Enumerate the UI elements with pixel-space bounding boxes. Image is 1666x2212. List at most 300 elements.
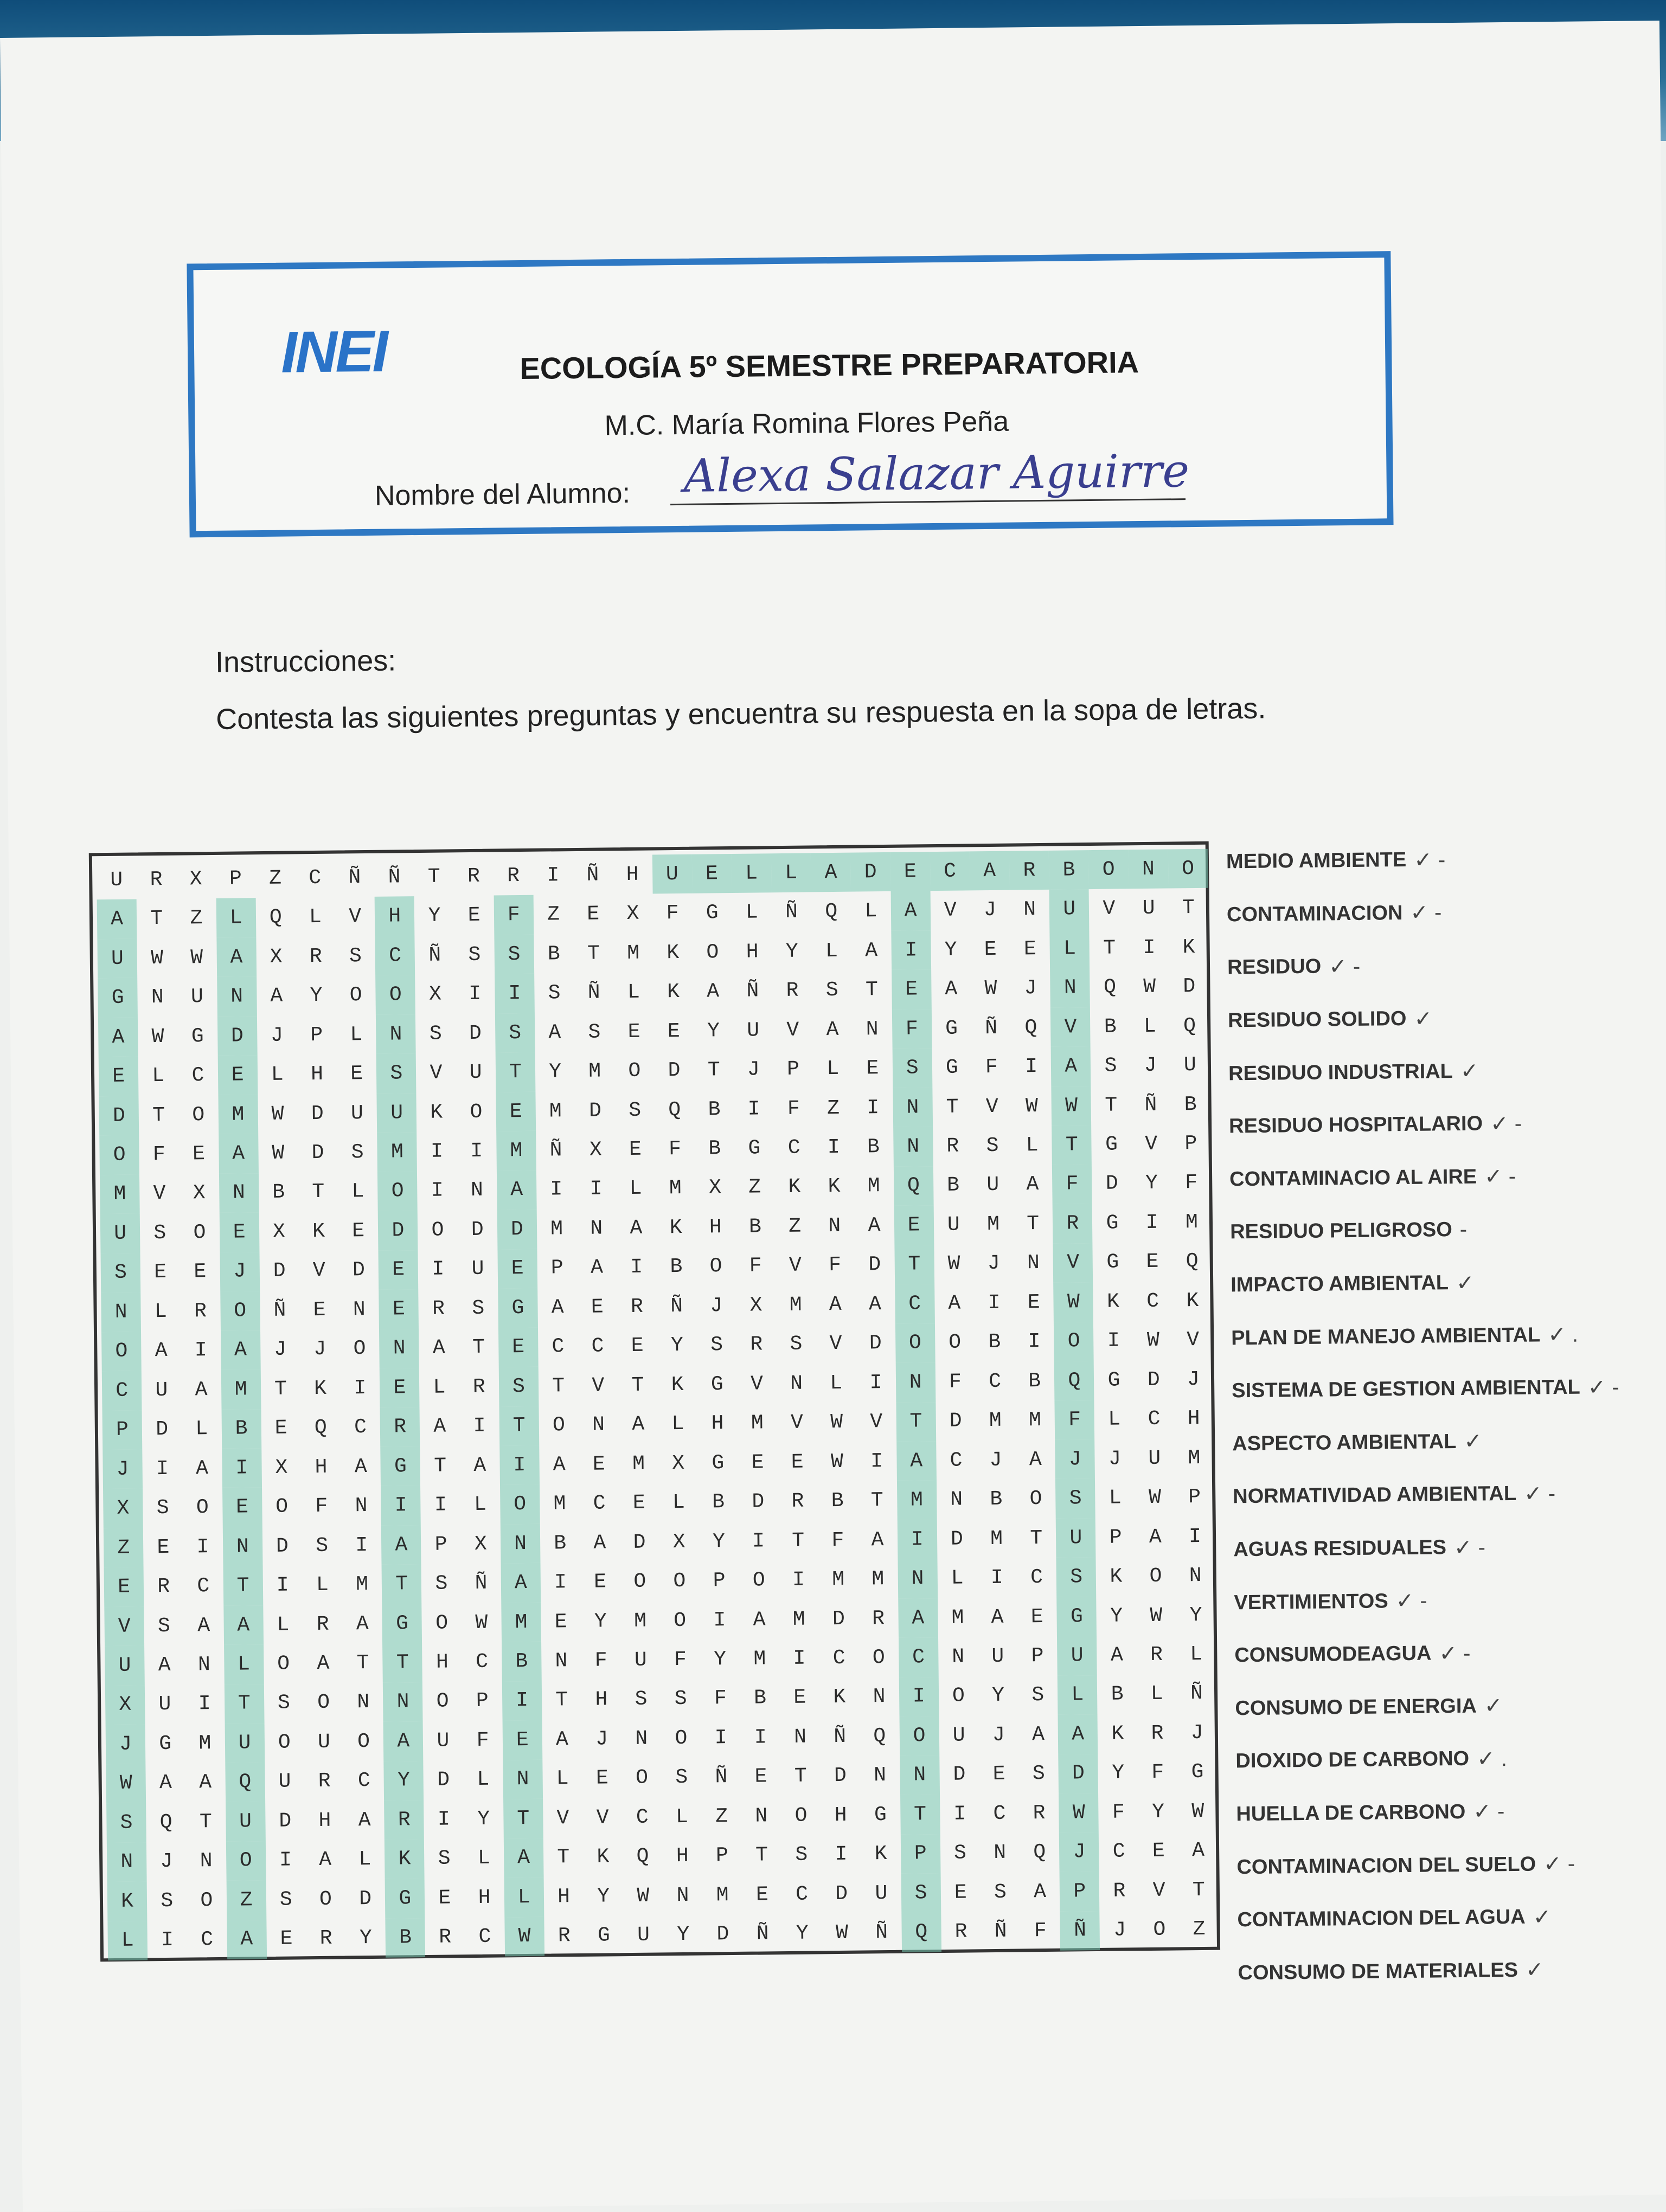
grid-letter[interactable]: C	[475, 1650, 489, 1674]
grid-letter[interactable]: V	[349, 905, 362, 929]
grid-letter[interactable]: Ñ	[475, 1571, 488, 1596]
grid-letter[interactable]: E	[591, 1295, 604, 1319]
grid-letter[interactable]: O	[500, 1484, 540, 1524]
grid-letter[interactable]: X	[275, 1456, 288, 1480]
grid-letter[interactable]: E	[1146, 1250, 1159, 1274]
grid-letter[interactable]: R	[558, 1924, 571, 1948]
grid-letter[interactable]: E	[793, 1686, 806, 1710]
grid-letter[interactable]: Ñ	[348, 865, 361, 890]
grid-letter[interactable]: R	[1113, 1879, 1126, 1903]
grid-letter[interactable]: K	[430, 1101, 443, 1124]
grid-letter[interactable]: C	[1146, 1289, 1159, 1313]
grid-letter[interactable]: D	[437, 1768, 450, 1792]
grid-letter[interactable]: M	[627, 941, 640, 965]
grid-letter[interactable]: R	[318, 1770, 331, 1793]
grid-letter[interactable]: F	[1055, 1400, 1095, 1440]
grid-letter[interactable]: A	[270, 984, 283, 1008]
grid-letter[interactable]: L	[350, 1023, 363, 1046]
grid-letter[interactable]: T	[792, 1529, 805, 1553]
grid-letter[interactable]: S	[153, 1221, 166, 1245]
grid-letter[interactable]: O	[196, 1496, 209, 1520]
grid-letter[interactable]: M	[716, 1883, 729, 1907]
grid-letter[interactable]: A	[1051, 1046, 1091, 1086]
grid-letter[interactable]: F	[668, 1137, 682, 1161]
grid-letter[interactable]: A	[590, 1256, 604, 1280]
grid-letter[interactable]: U	[110, 868, 123, 892]
grid-letter[interactable]: I	[196, 1535, 209, 1559]
grid-letter[interactable]: L	[473, 1493, 487, 1517]
grid-letter[interactable]: F	[315, 1494, 328, 1519]
grid-letter[interactable]: L	[1190, 1642, 1203, 1667]
grid-letter[interactable]: C	[375, 936, 415, 975]
grid-letter[interactable]: N	[1050, 968, 1090, 1007]
grid-letter[interactable]: N	[376, 1014, 416, 1054]
grid-letter[interactable]: B	[1028, 1369, 1041, 1393]
grid-letter[interactable]: F	[476, 1728, 489, 1752]
grid-letter[interactable]: L	[309, 905, 322, 929]
grid-letter[interactable]: A	[890, 891, 931, 931]
grid-letter[interactable]: Z	[826, 1096, 840, 1120]
grid-letter[interactable]: Ñ	[1060, 1911, 1100, 1950]
grid-letter[interactable]: M	[553, 1492, 566, 1516]
grid-letter[interactable]: I	[434, 1493, 447, 1517]
grid-letter[interactable]: D	[832, 1607, 845, 1631]
grid-letter[interactable]: B	[554, 1531, 567, 1555]
grid-letter[interactable]: Ñ	[549, 1139, 562, 1162]
grid-letter[interactable]: V	[1145, 1132, 1158, 1156]
grid-letter[interactable]: S	[157, 1614, 171, 1638]
grid-letter[interactable]: B	[831, 1489, 844, 1513]
grid-letter[interactable]: U	[1057, 1636, 1097, 1675]
grid-letter[interactable]: U	[1183, 1053, 1196, 1077]
grid-letter[interactable]: L	[477, 1847, 491, 1870]
grid-letter[interactable]: Ñ	[785, 900, 798, 924]
grid-letter[interactable]: U	[947, 1213, 960, 1237]
grid-letter[interactable]: J	[102, 1449, 143, 1489]
grid-letter[interactable]: S	[106, 1803, 146, 1842]
grid-letter[interactable]: L	[1143, 1014, 1157, 1038]
grid-letter[interactable]: V	[312, 1259, 325, 1283]
grid-letter[interactable]: K	[874, 1842, 887, 1866]
grid-letter[interactable]: R	[467, 864, 480, 888]
grid-letter[interactable]: K	[312, 1219, 325, 1243]
grid-letter[interactable]: S	[674, 1687, 687, 1711]
grid-letter[interactable]: N	[828, 1214, 841, 1238]
grid-letter[interactable]: F	[714, 1687, 727, 1711]
grid-letter[interactable]: G	[874, 1803, 887, 1827]
grid-letter[interactable]: E	[352, 1219, 365, 1243]
grid-letter[interactable]: S	[1032, 1762, 1045, 1786]
grid-letter[interactable]: E	[1152, 1840, 1165, 1863]
grid-letter[interactable]: D	[850, 852, 890, 892]
grid-letter[interactable]: N	[950, 1488, 963, 1512]
grid-letter[interactable]: G	[1107, 1368, 1120, 1392]
grid-letter[interactable]: N	[353, 1297, 366, 1322]
grid-letter[interactable]: L	[1058, 1675, 1098, 1715]
grid-letter[interactable]: O	[277, 1652, 290, 1676]
grid-letter[interactable]: Y	[714, 1648, 727, 1671]
grid-letter[interactable]: C	[197, 1574, 210, 1598]
grid-letter[interactable]: U	[1049, 890, 1090, 929]
grid-letter[interactable]: M	[753, 1647, 766, 1671]
grid-letter[interactable]: J	[106, 1725, 146, 1764]
grid-letter[interactable]: I	[495, 974, 535, 1013]
grid-letter[interactable]: K	[669, 1216, 682, 1240]
grid-letter[interactable]: V	[430, 1061, 443, 1085]
grid-letter[interactable]: X	[474, 1532, 487, 1556]
grid-letter[interactable]: R	[954, 1920, 967, 1944]
grid-letter[interactable]: E	[380, 1368, 420, 1407]
grid-letter[interactable]: L	[154, 1300, 167, 1323]
grid-letter[interactable]: S	[435, 1572, 448, 1596]
grid-letter[interactable]: G	[945, 1017, 958, 1040]
grid-letter[interactable]: I	[222, 1448, 262, 1488]
grid-letter[interactable]: U	[97, 938, 137, 978]
grid-letter[interactable]: Q	[1186, 1250, 1199, 1274]
grid-letter[interactable]: D	[99, 1096, 139, 1135]
grid-letter[interactable]: Q	[1103, 975, 1117, 999]
grid-letter[interactable]: K	[667, 980, 680, 1004]
grid-letter[interactable]: H	[310, 1062, 324, 1086]
grid-letter[interactable]: W	[1150, 1604, 1163, 1628]
grid-letter[interactable]: M	[867, 1174, 880, 1198]
grid-letter[interactable]: I	[430, 1140, 444, 1163]
grid-letter[interactable]: T	[707, 1058, 720, 1082]
grid-letter[interactable]: R	[472, 1375, 485, 1399]
grid-letter[interactable]: L	[675, 1805, 689, 1829]
grid-letter[interactable]: I	[899, 1677, 939, 1716]
grid-letter[interactable]: O	[674, 1609, 687, 1632]
grid-letter[interactable]: B	[1111, 1682, 1124, 1707]
grid-letter[interactable]: T	[894, 1245, 934, 1284]
grid-letter[interactable]: C	[591, 1334, 604, 1359]
grid-letter[interactable]: H	[711, 1412, 724, 1436]
grid-letter[interactable]: D	[633, 1531, 646, 1554]
grid-letter[interactable]: A	[1191, 1839, 1205, 1863]
grid-letter[interactable]: Z	[226, 1880, 266, 1920]
grid-letter[interactable]: M	[989, 1409, 1002, 1433]
grid-letter[interactable]: I	[355, 1533, 368, 1557]
grid-letter[interactable]: I	[754, 1726, 767, 1750]
grid-letter[interactable]: C	[795, 1882, 809, 1906]
grid-letter[interactable]: B	[708, 1137, 721, 1161]
grid-letter[interactable]: A	[98, 1017, 138, 1057]
grid-letter[interactable]: G	[385, 1879, 425, 1918]
grid-letter[interactable]: H	[746, 940, 759, 964]
grid-letter[interactable]: V	[556, 1806, 569, 1830]
grid-letter[interactable]: T	[199, 1810, 213, 1834]
grid-letter[interactable]: I	[554, 1571, 567, 1594]
grid-letter[interactable]: L	[277, 1613, 290, 1637]
grid-letter[interactable]: E	[222, 1488, 262, 1527]
grid-letter[interactable]: N	[1023, 898, 1036, 922]
grid-letter[interactable]: H	[1187, 1407, 1200, 1431]
grid-letter[interactable]: E	[350, 1062, 363, 1086]
grid-letter[interactable]: D	[378, 1211, 418, 1250]
grid-letter[interactable]: V	[789, 1254, 802, 1278]
grid-letter[interactable]: O	[317, 1691, 330, 1715]
grid-letter[interactable]: E	[754, 1765, 767, 1789]
grid-letter[interactable]: J	[1187, 1367, 1200, 1391]
grid-letter[interactable]: P	[1060, 1872, 1100, 1911]
grid-letter[interactable]: A	[707, 980, 720, 1004]
grid-letter[interactable]: L	[672, 1491, 685, 1515]
grid-letter[interactable]: Y	[796, 1921, 809, 1946]
grid-letter[interactable]: A	[553, 1452, 566, 1477]
grid-letter[interactable]: I	[381, 1486, 421, 1525]
grid-letter[interactable]: A	[1026, 1173, 1039, 1197]
grid-letter[interactable]: R	[150, 867, 163, 891]
grid-letter[interactable]: I	[1143, 936, 1156, 960]
grid-letter[interactable]: X	[708, 1176, 722, 1200]
grid-letter[interactable]: Ñ	[715, 1765, 728, 1789]
grid-letter[interactable]: U	[471, 1257, 484, 1281]
grid-letter[interactable]: R	[1009, 851, 1049, 890]
grid-letter[interactable]: O	[952, 1684, 965, 1708]
grid-letter[interactable]: M	[501, 1603, 541, 1642]
grid-letter[interactable]: N	[895, 1362, 935, 1402]
grid-letter[interactable]: W	[947, 1252, 960, 1276]
grid-letter[interactable]: K	[828, 1175, 841, 1199]
grid-letter[interactable]: Q	[159, 1810, 172, 1834]
grid-letter[interactable]: R	[1150, 1643, 1163, 1667]
grid-letter[interactable]: A	[896, 1441, 937, 1481]
grid-letter[interactable]: I	[550, 1178, 563, 1201]
grid-letter[interactable]: K	[597, 1845, 610, 1869]
grid-letter[interactable]: M	[100, 1174, 140, 1214]
grid-letter[interactable]: T	[433, 1454, 447, 1478]
grid-letter[interactable]: I	[835, 1843, 848, 1867]
grid-letter[interactable]: Y	[1189, 1603, 1202, 1627]
grid-letter[interactable]: K	[667, 941, 680, 964]
grid-letter[interactable]: Ñ	[273, 1298, 286, 1322]
grid-letter[interactable]: Y	[597, 1885, 610, 1908]
grid-letter[interactable]: T	[755, 1843, 768, 1867]
grid-letter[interactable]: N	[1128, 850, 1168, 889]
grid-letter[interactable]: P	[713, 1569, 726, 1593]
grid-letter[interactable]: M	[218, 1095, 258, 1134]
grid-letter[interactable]: H	[676, 1844, 689, 1868]
grid-letter[interactable]: O	[633, 1570, 646, 1593]
grid-letter[interactable]: J	[1024, 976, 1037, 1000]
grid-letter[interactable]: W	[1052, 1086, 1092, 1126]
grid-letter[interactable]: N	[755, 1804, 768, 1828]
grid-letter[interactable]: T	[555, 1688, 568, 1712]
grid-letter[interactable]: N	[1027, 1251, 1040, 1275]
grid-letter[interactable]: J	[987, 1252, 1000, 1276]
grid-letter[interactable]: Y	[1151, 1800, 1165, 1824]
grid-letter[interactable]: Ñ	[428, 943, 441, 967]
grid-letter[interactable]: H	[375, 897, 415, 936]
grid-letter[interactable]: W	[150, 946, 164, 970]
grid-letter[interactable]: C	[309, 866, 322, 890]
grid-letter[interactable]: F	[1052, 1165, 1092, 1204]
grid-letter[interactable]: O	[709, 1255, 722, 1278]
grid-letter[interactable]: I	[502, 1681, 542, 1720]
grid-letter[interactable]: I	[470, 1139, 483, 1163]
grid-letter[interactable]: Ñ	[756, 1922, 769, 1946]
grid-letter[interactable]: D	[950, 1527, 964, 1551]
grid-letter[interactable]: Y	[785, 940, 798, 963]
grid-letter[interactable]: B	[946, 1174, 960, 1198]
grid-letter[interactable]: H	[709, 1216, 722, 1239]
grid-letter[interactable]: U	[986, 1173, 999, 1197]
grid-letter[interactable]: P	[102, 1410, 143, 1450]
grid-letter[interactable]: C	[988, 1369, 1002, 1393]
grid-letter[interactable]: E	[379, 1250, 419, 1290]
grid-letter[interactable]: R	[791, 1489, 804, 1514]
grid-letter[interactable]: X	[749, 1294, 762, 1317]
grid-letter[interactable]: F	[985, 1055, 998, 1079]
grid-letter[interactable]: T	[1105, 1094, 1118, 1117]
grid-letter[interactable]: X	[105, 1685, 145, 1725]
grid-letter[interactable]: I	[276, 1573, 289, 1597]
grid-letter[interactable]: D	[1059, 1754, 1099, 1793]
grid-letter[interactable]: E	[751, 1451, 764, 1475]
grid-letter[interactable]: S	[438, 1847, 451, 1871]
grid-letter[interactable]: E	[496, 1092, 536, 1131]
grid-letter[interactable]: F	[666, 902, 679, 925]
grid-letter[interactable]: D	[469, 1021, 482, 1045]
grid-letter[interactable]: U	[991, 1644, 1004, 1669]
grid-letter[interactable]: A	[945, 977, 958, 1001]
grid-letter[interactable]: Y	[670, 1334, 684, 1358]
grid-letter[interactable]: D	[1147, 1368, 1160, 1392]
grid-letter[interactable]: S	[100, 1253, 140, 1293]
grid-letter[interactable]: I	[589, 1177, 603, 1201]
grid-letter[interactable]: A	[829, 1293, 842, 1316]
grid-letter[interactable]: L	[504, 1877, 544, 1917]
grid-letter[interactable]: D	[752, 1490, 765, 1514]
grid-letter[interactable]: Y	[677, 1923, 690, 1947]
grid-letter[interactable]: B	[1104, 1015, 1117, 1039]
grid-letter[interactable]: S	[710, 1333, 723, 1357]
grid-letter[interactable]: M	[1028, 1409, 1042, 1432]
grid-letter[interactable]: D	[716, 1922, 729, 1946]
grid-letter[interactable]: I	[867, 1096, 880, 1120]
grid-letter[interactable]: A	[630, 1216, 643, 1240]
grid-letter[interactable]: V	[1103, 897, 1116, 921]
grid-letter[interactable]: T	[382, 1643, 422, 1682]
grid-letter[interactable]: S	[351, 1141, 364, 1165]
grid-letter[interactable]: B	[221, 1409, 261, 1449]
grid-letter[interactable]: E	[892, 970, 932, 1009]
grid-letter[interactable]: G	[381, 1446, 421, 1486]
grid-letter[interactable]: S	[825, 979, 838, 1002]
grid-letter[interactable]: J	[1113, 1918, 1126, 1942]
grid-letter[interactable]: T	[150, 907, 163, 931]
grid-letter[interactable]: F	[949, 1370, 962, 1394]
grid-letter[interactable]: U	[278, 1770, 291, 1794]
grid-letter[interactable]: A	[195, 1456, 209, 1481]
grid-letter[interactable]: V	[592, 1374, 605, 1398]
grid-letter[interactable]: R	[872, 1606, 885, 1630]
grid-letter[interactable]: C	[832, 1646, 845, 1670]
grid-letter[interactable]: N	[200, 1849, 213, 1873]
grid-letter[interactable]: X	[189, 867, 202, 891]
grid-letter[interactable]: T	[1027, 1212, 1040, 1236]
grid-letter[interactable]: T	[946, 1095, 959, 1119]
grid-letter[interactable]: A	[433, 1414, 446, 1438]
grid-letter[interactable]: O	[377, 1172, 418, 1211]
grid-letter[interactable]: S	[429, 1022, 442, 1046]
grid-letter[interactable]: M	[897, 1480, 937, 1520]
grid-letter[interactable]: Q	[825, 900, 838, 924]
grid-letter[interactable]: J	[989, 1448, 1002, 1472]
grid-letter[interactable]: L	[826, 1057, 840, 1081]
grid-letter[interactable]: Y	[991, 1684, 1005, 1708]
grid-letter[interactable]: W	[830, 1411, 843, 1435]
grid-letter[interactable]: T	[900, 1795, 940, 1834]
grid-letter[interactable]: N	[357, 1690, 370, 1714]
grid-letter[interactable]: T	[312, 1180, 325, 1204]
grid-letter[interactable]: G	[1057, 1597, 1097, 1636]
grid-letter[interactable]: P	[434, 1533, 447, 1557]
grid-letter[interactable]: U	[1056, 1518, 1096, 1558]
grid-letter[interactable]: A	[970, 851, 1010, 891]
grid-letter[interactable]: S	[315, 1534, 329, 1558]
grid-letter[interactable]: A	[1031, 1722, 1045, 1747]
grid-letter[interactable]: V	[596, 1806, 609, 1830]
grid-letter[interactable]: C	[895, 1284, 935, 1323]
grid-letter[interactable]: D	[949, 1409, 962, 1433]
grid-letter[interactable]: B	[708, 1097, 721, 1121]
grid-letter[interactable]: M	[588, 1059, 601, 1083]
grid-letter[interactable]: O	[628, 1059, 641, 1083]
grid-letter[interactable]: W	[830, 1450, 844, 1474]
grid-letter[interactable]: D	[359, 1887, 372, 1911]
grid-letter[interactable]: A	[1058, 1714, 1098, 1754]
grid-letter[interactable]: W	[1025, 1094, 1039, 1118]
grid-letter[interactable]: C	[191, 1064, 204, 1088]
grid-letter[interactable]: Ñ	[1144, 1093, 1157, 1117]
grid-letter[interactable]: S	[790, 1332, 803, 1356]
grid-letter[interactable]: U	[634, 1648, 647, 1672]
grid-letter[interactable]: R	[194, 1299, 207, 1323]
grid-letter[interactable]: U	[225, 1723, 265, 1763]
grid-letter[interactable]: Ñ	[746, 979, 759, 1003]
grid-letter[interactable]: M	[377, 1132, 417, 1172]
grid-letter[interactable]: O	[353, 1337, 366, 1361]
grid-letter[interactable]: O	[1029, 1487, 1042, 1511]
grid-letter[interactable]: S	[1031, 1683, 1045, 1707]
grid-letter[interactable]: I	[990, 1566, 1003, 1590]
grid-letter[interactable]: E	[593, 1570, 607, 1594]
grid-letter[interactable]: O	[1168, 849, 1208, 889]
grid-letter[interactable]: B	[712, 1490, 725, 1514]
grid-letter[interactable]: A	[868, 1292, 882, 1316]
grid-letter[interactable]: C	[1112, 1840, 1125, 1864]
grid-letter[interactable]: T	[865, 978, 879, 1002]
grid-letter[interactable]: N	[217, 977, 257, 1017]
grid-letter[interactable]: D	[668, 1059, 681, 1083]
grid-letter[interactable]: T	[223, 1566, 263, 1605]
grid-letter[interactable]: L	[671, 1412, 684, 1436]
grid-letter[interactable]: J	[992, 1723, 1005, 1747]
grid-letter[interactable]: X	[428, 982, 442, 1006]
grid-letter[interactable]: F	[674, 1648, 687, 1672]
grid-letter[interactable]: W	[271, 1102, 284, 1126]
grid-letter[interactable]: J	[1059, 1832, 1099, 1872]
grid-letter[interactable]: R	[946, 1134, 959, 1158]
grid-letter[interactable]: G	[710, 1372, 723, 1397]
grid-letter[interactable]: B	[502, 1642, 542, 1681]
grid-letter[interactable]: E	[467, 904, 480, 928]
grid-letter[interactable]: F	[1151, 1761, 1164, 1785]
grid-letter[interactable]: X	[193, 1181, 206, 1205]
grid-letter[interactable]: E	[627, 1020, 640, 1044]
grid-letter[interactable]: K	[107, 1881, 148, 1921]
